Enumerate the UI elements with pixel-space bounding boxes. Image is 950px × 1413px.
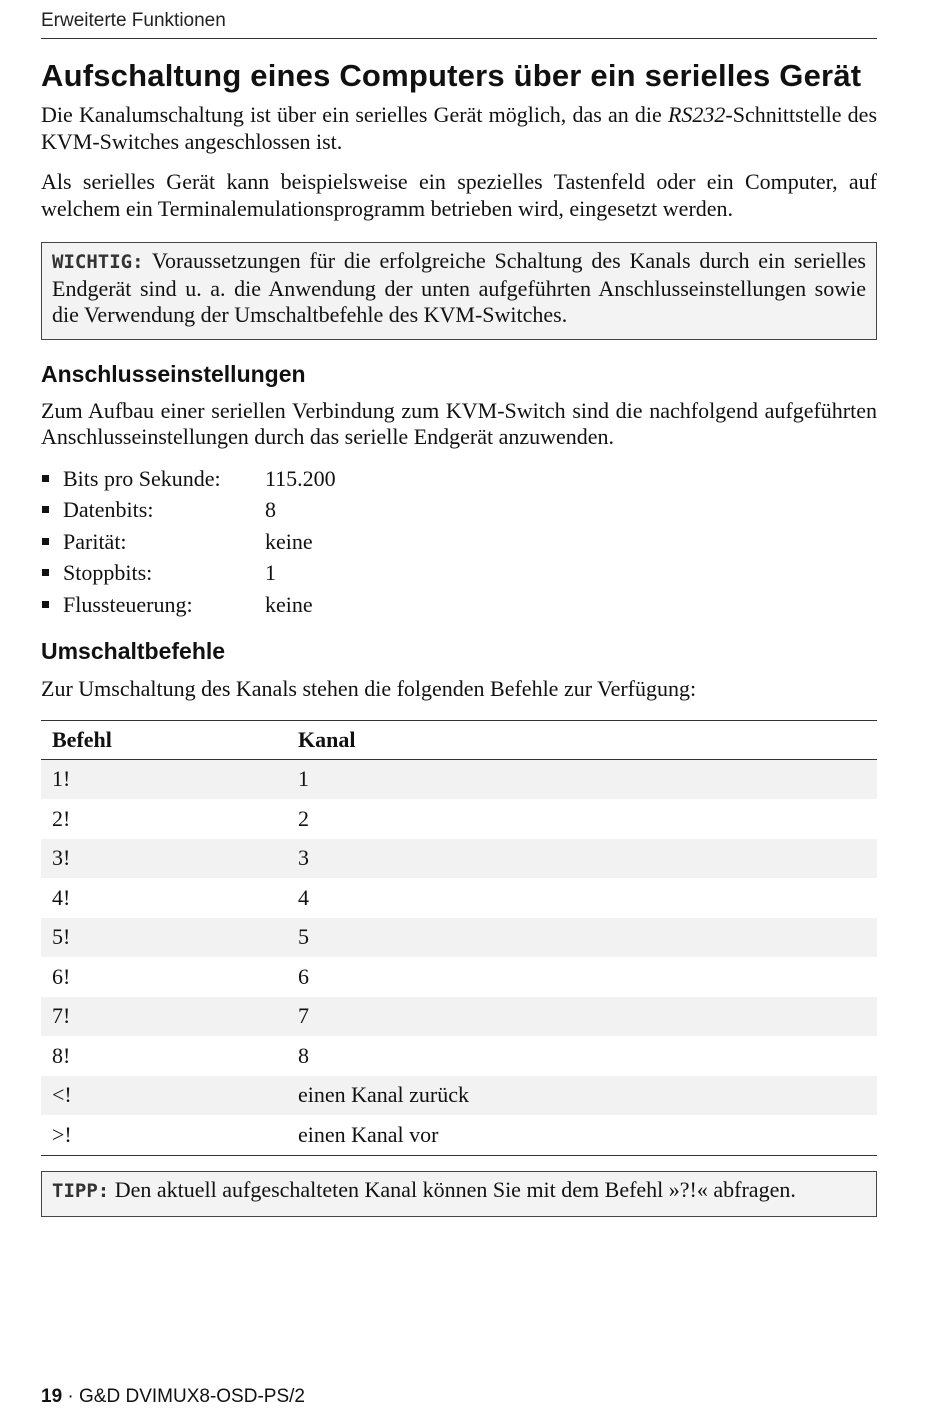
table-row: >! einen Kanal vor — [41, 1115, 877, 1155]
tip-text: Den aktuell aufgeschalteten Kanal können Sie mit dem Befehl »?!« abfragen. — [109, 1176, 796, 1202]
bullet-icon — [42, 506, 49, 513]
table-row: 5! 5 — [41, 918, 877, 958]
important-label: WICHTIG: — [52, 251, 144, 273]
product-name: G&D DVIMUX8-OSD-PS/2 — [79, 1386, 305, 1407]
page-number: 19 — [41, 1386, 63, 1407]
intro-paragraph-2: Als serielles Gerät kann beispielsweise ein spezielles Tastenfeld oder ein Computer, auf welchem ein Terminalemulationsprogramm betrieben wird, eingesetzt werden. — [41, 169, 877, 221]
rs232-term: RS232 — [667, 102, 726, 127]
tip-label: TIPP: — [52, 1179, 110, 1202]
bullet-icon — [42, 475, 49, 482]
table-row: 8! 8 — [52, 1042, 309, 1068]
column-header-channel: Kanal — [287, 720, 877, 759]
connection-settings-list — [41, 463, 877, 621]
commands-table — [41, 720, 877, 1156]
table-row: <! einen Kanal zurück — [41, 1076, 877, 1116]
section-heading-commands: Umschaltbefehle — [41, 638, 226, 664]
important-notice — [41, 242, 877, 340]
tip-notice — [41, 1171, 877, 1218]
table-row: 7! 7 — [41, 997, 877, 1037]
list-item: Stoppbits: 1 — [41, 557, 877, 589]
list-item: Parität: keine — [41, 526, 877, 558]
table-row: 1! 1 — [41, 759, 877, 799]
bullet-icon — [42, 569, 49, 576]
bullet-icon — [42, 538, 49, 545]
table-header-row — [41, 720, 877, 759]
table-row: 3! 3 — [41, 839, 877, 879]
page-title: Aufschaltung eines Computers über ein serielles Gerät — [41, 58, 862, 93]
column-header-command: Befehl — [41, 720, 287, 759]
running-header: Erweiterte Funktionen — [41, 0, 877, 39]
table-row: 4! 4 — [52, 884, 309, 910]
list-item: Bits pro Sekunde: 115.200 — [41, 463, 877, 495]
list-item: Flussteuerung: keine — [41, 589, 877, 621]
table-row: 2! 2 — [52, 805, 309, 831]
page-footer: 19 · G&D DVIMUX8-OSD-PS/2 — [41, 1386, 305, 1407]
list-item: Datenbits: 8 — [41, 494, 877, 526]
document-page — [41, 0, 877, 1217]
connection-paragraph: Zum Aufbau einer seriellen Verbindung zum KVM-Switch sind die nachfolgend aufgeführten Anschlusseinstellungen durch das serielle Endgerät anzuwenden. — [41, 397, 877, 449]
commands-paragraph: Zur Umschaltung des Kanals stehen die folgenden Befehle zur Verfügung: — [41, 676, 697, 701]
table-row: 6! 6 — [52, 963, 309, 989]
important-text: Voraussetzungen für die erfolgreiche Schaltung des Kanals durch ein serielles Endgerät sind u. a. die Anwendung der unten aufgeführten Anschlusseinstellungen sowie die Verwendung der Umschaltbefehle des KVM-Switches. — [52, 248, 866, 327]
bullet-icon — [42, 601, 49, 608]
section-heading-connection: Anschlusseinstellungen — [41, 360, 306, 387]
intro-paragraph-1: Die Kanalumschaltung ist über ein serielles Gerät möglich, das an die RS232-Schnittstelle des KVM-Switches angeschlossen ist. — [41, 102, 878, 154]
